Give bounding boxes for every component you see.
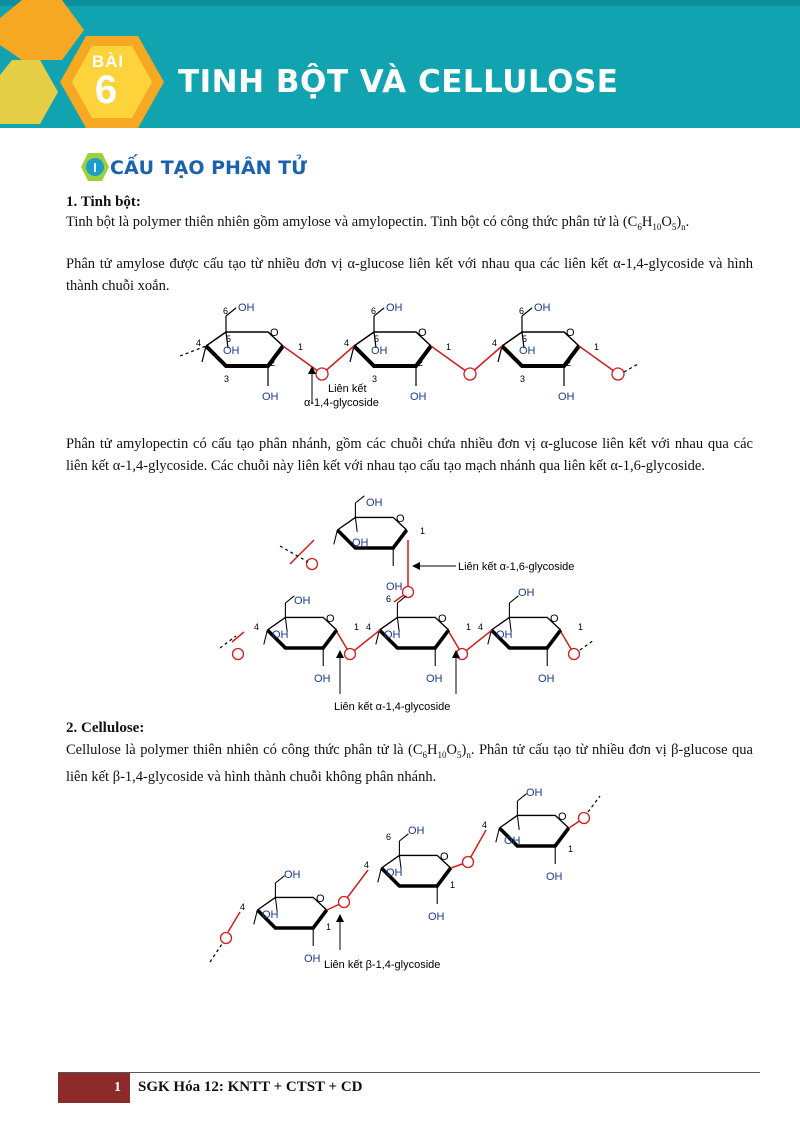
svg-text:OH: OH — [284, 869, 301, 881]
svg-text:OH: OH — [428, 911, 445, 923]
svg-text:OH: OH — [410, 391, 427, 403]
svg-text:4: 4 — [364, 860, 370, 870]
svg-text:OH: OH — [294, 595, 311, 607]
lesson-badge-number: 6 — [94, 68, 118, 112]
svg-text:4: 4 — [254, 622, 260, 632]
svg-text:Liên kết β-1,4-glycoside: Liên kết β-1,4-glycoside — [324, 959, 441, 971]
amylopectin-paragraph: Phân tử amylopectin có cấu tạo phân nhánh, gồm các chuỗi chứa nhiều đơn vị α-glucose liên kết với nhau qua các liên kết α-1,4-glycoside. Các chuỗi này liên kết với nhau tạo cấu tạo mạch nhánh qua liên kết α-1,6-glycoside. — [66, 436, 753, 474]
svg-text:1: 1 — [326, 922, 332, 932]
svg-text:O: O — [396, 513, 405, 525]
cellulose-structure-diagram — [206, 784, 606, 974]
lesson-badge-label: BÀI — [91, 52, 125, 71]
svg-text:O: O — [270, 327, 279, 339]
svg-text:4: 4 — [482, 820, 488, 830]
svg-text:OH: OH — [518, 587, 535, 599]
svg-text:6: 6 — [223, 306, 229, 316]
amylose-structure-diagram — [180, 294, 640, 414]
svg-text:2: 2 — [566, 358, 572, 368]
svg-text:O: O — [438, 613, 447, 625]
svg-text:OH: OH — [238, 302, 255, 314]
svg-text:O: O — [440, 851, 449, 863]
svg-text:4: 4 — [366, 622, 372, 632]
svg-text:OH: OH — [272, 629, 289, 641]
svg-text:4: 4 — [344, 338, 350, 348]
svg-text:1: 1 — [420, 526, 426, 536]
section-roman-numeral-icon — [80, 152, 110, 182]
svg-text:O: O — [316, 893, 325, 905]
amylopectin-structure-diagram — [220, 494, 600, 718]
svg-text:OH: OH — [304, 953, 321, 965]
lesson-title: TINH BỘT VÀ CELLULOSE — [178, 64, 619, 100]
svg-text:1: 1 — [466, 622, 472, 632]
svg-text:2: 2 — [270, 358, 276, 368]
svg-text:3: 3 — [372, 374, 378, 384]
svg-text:α-1,4-glycoside: α-1,4-glycoside — [304, 397, 379, 409]
svg-text:OH: OH — [558, 391, 575, 403]
svg-text:6: 6 — [519, 306, 525, 316]
svg-text:OH: OH — [538, 673, 555, 685]
svg-text:OH: OH — [223, 345, 240, 357]
svg-text:5: 5 — [226, 334, 232, 344]
cellulose-heading: 2. Cellulose: — [66, 720, 145, 736]
svg-text:OH: OH — [519, 345, 536, 357]
svg-text:1: 1 — [578, 622, 584, 632]
svg-text:OH: OH — [534, 302, 551, 314]
svg-text:OH: OH — [504, 835, 521, 847]
cellulose-paragraph: Cellulose là polymer thiên nhiên có công thức phân tử là $(C_6H_{10}O_5)_n$. Phân tử cấu tạo từ nhiều đơn vị β-glucose qua liên kết β-1,4-glycoside và hình thành chuỗi không phân nhánh. — [66, 742, 753, 785]
svg-text:OH: OH — [386, 302, 403, 314]
svg-text:4: 4 — [478, 622, 484, 632]
starch-paragraph-2: Phân tử amylose được cấu tạo từ nhiều đơn vị α-glucose liên kết với nhau qua các liên kết α-1,4-glycoside và hình thành chuỗi xoắn. — [66, 256, 753, 294]
footer-book-title: SGK Hóa 12: KNTT + CTST + CD — [138, 1079, 363, 1095]
svg-text:OH: OH — [526, 787, 543, 799]
svg-text:OH: OH — [496, 629, 513, 641]
footer-divider — [58, 1072, 760, 1073]
svg-text:OH: OH — [314, 673, 331, 685]
starch-heading: 1. Tinh bột: — [66, 194, 141, 210]
section-title: CẤU TẠO PHÂN TỬ — [110, 157, 308, 179]
starch-paragraph-1: Tinh bột là polymer thiên nhiên gồm amylose và amylopectin. Tinh bột có công thức phân tử là $(C_6H_{10}O_5)_n$. — [66, 214, 690, 232]
svg-text:OH: OH — [386, 867, 403, 879]
svg-text:1: 1 — [354, 622, 360, 632]
svg-text:OH: OH — [386, 581, 403, 593]
svg-text:1: 1 — [298, 342, 304, 352]
svg-text:1: 1 — [594, 342, 600, 352]
svg-text:OH: OH — [384, 629, 401, 641]
svg-text:5: 5 — [522, 334, 528, 344]
svg-text:Liên kết: Liên kết — [328, 383, 367, 395]
svg-text:O: O — [566, 327, 575, 339]
svg-text:OH: OH — [408, 825, 425, 837]
svg-text:4: 4 — [492, 338, 498, 348]
svg-text:OH: OH — [262, 909, 279, 921]
svg-text:O: O — [326, 613, 335, 625]
svg-text:OH: OH — [546, 871, 563, 883]
svg-text:O: O — [558, 811, 567, 823]
svg-text:Liên kết α-1,6-glycoside: Liên kết α-1,6-glycoside — [458, 561, 575, 573]
svg-text:5: 5 — [374, 334, 380, 344]
svg-text:4: 4 — [196, 338, 202, 348]
svg-text:1: 1 — [450, 880, 456, 890]
svg-text:6: 6 — [386, 832, 392, 842]
svg-text:6: 6 — [386, 594, 392, 604]
svg-text:OH: OH — [366, 497, 383, 509]
svg-text:I: I — [93, 160, 97, 175]
svg-text:1: 1 — [446, 342, 452, 352]
svg-text:OH: OH — [352, 537, 369, 549]
svg-text:3: 3 — [224, 374, 230, 384]
svg-text:O: O — [550, 613, 559, 625]
svg-text:3: 3 — [520, 374, 526, 384]
footer-page-number: 1 — [114, 1080, 121, 1095]
svg-text:O: O — [418, 327, 427, 339]
svg-text:OH: OH — [426, 673, 443, 685]
svg-text:2: 2 — [418, 358, 424, 368]
svg-text:OH: OH — [371, 345, 388, 357]
svg-text:Liên kết α-1,4-glycoside: Liên kết α-1,4-glycoside — [334, 701, 451, 713]
svg-text:4: 4 — [240, 902, 246, 912]
svg-text:1: 1 — [568, 844, 574, 854]
svg-text:OH: OH — [262, 391, 279, 403]
svg-text:6: 6 — [371, 306, 377, 316]
